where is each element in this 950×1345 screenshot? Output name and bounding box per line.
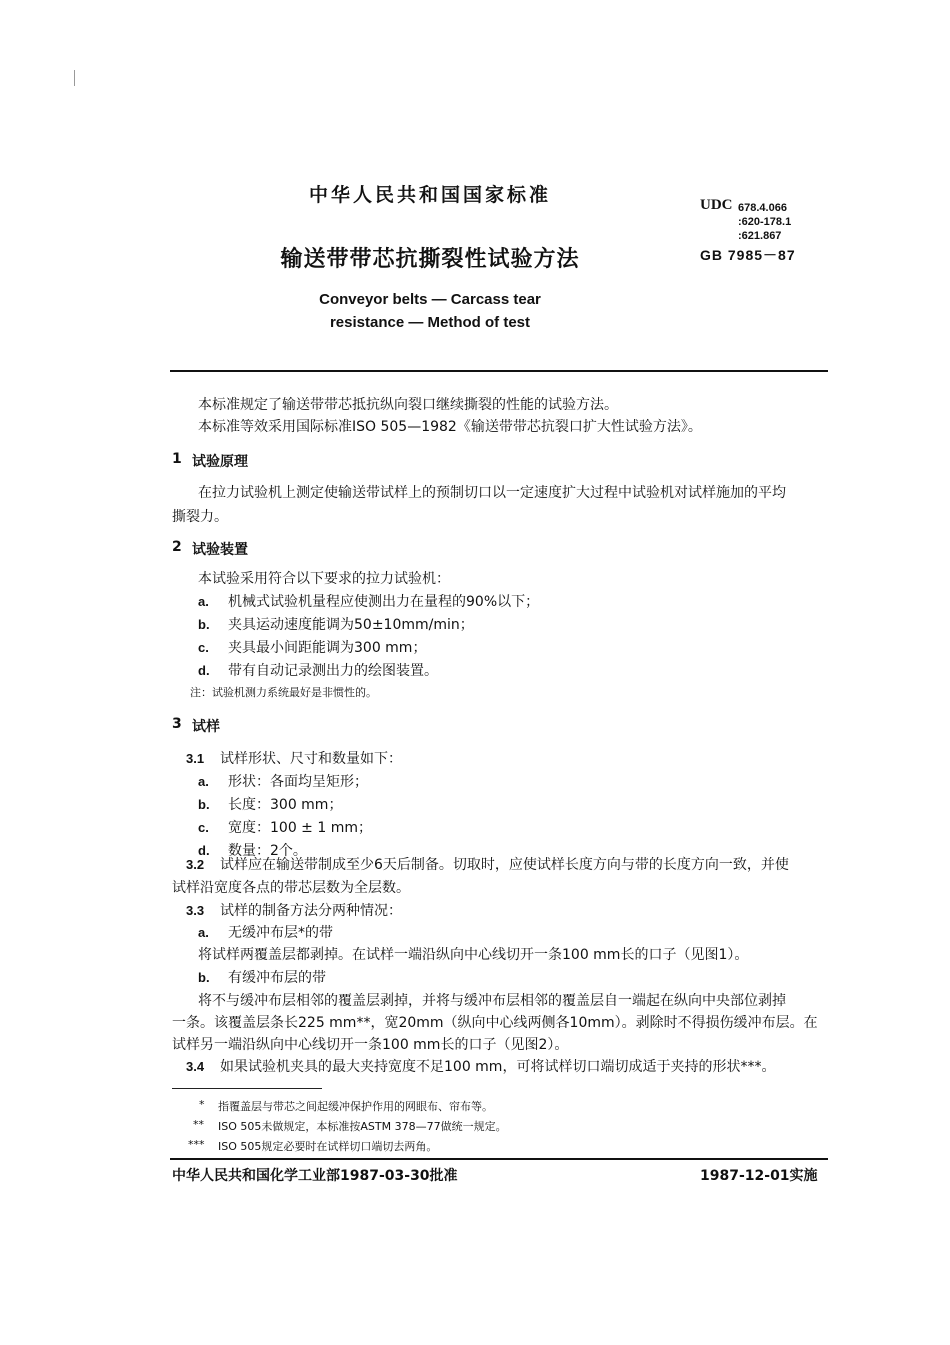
subsection-number: 3.4 xyxy=(186,1059,205,1074)
subsection-number: 3.3 xyxy=(186,903,205,918)
paragraph: 将不与缓冲布层相邻的覆盖层剥掉，并将与缓冲布层相邻的覆盖层自一端起在纵向中央部位剥掉 xyxy=(198,993,786,1009)
subsection-text: 试样形状、尺寸和数量如下： xyxy=(220,751,402,767)
title-en-line2: resistance — Method of test xyxy=(329,314,531,331)
list-item: 夹具运动速度能调为50±10mm/min； xyxy=(228,617,474,633)
list-item: 长度：300 mm； xyxy=(228,797,343,813)
subsection-number: 3.1 xyxy=(186,751,205,766)
list-marker: b. xyxy=(198,797,210,812)
section-2-number: 2 xyxy=(172,539,182,555)
section-3-title: 试样 xyxy=(192,719,220,735)
list-item: 带有自动记录测出力的绘图装置。 xyxy=(228,663,438,679)
effective-date: 1987-12-01实施 xyxy=(700,1168,818,1184)
footnote-text: ISO 505未做规定，本标准按ASTM 378—77做统一规定。 xyxy=(218,1120,507,1133)
list-marker: d. xyxy=(198,843,210,858)
udc-code: :620-178.1 xyxy=(738,216,792,228)
section-1-text: 在拉力试验机上测定使输送带试样上的预制切口以一定速度扩大过程中试验机对试样施加的平均 xyxy=(198,485,786,501)
footnote-text: ISO 505规定必要时在试样切口端切去两角。 xyxy=(218,1140,438,1153)
paragraph: 一条。该覆盖层条长225 mm**，宽20mm（纵向中心线两侧各10mm）。剥除时不得损伤缓冲布层。在 xyxy=(172,1015,818,1031)
section-1-number: 1 xyxy=(172,451,182,467)
list-item: 数量：2个。 xyxy=(228,843,307,859)
udc-label: UDC xyxy=(700,197,733,213)
subsection-text: 试样应在输送带制成至少6天后制备。切取时，应使试样长度方向与带的长度方向一致，并使 xyxy=(220,857,789,873)
footnote-text: 指覆盖层与带芯之间起缓冲保护作用的网眼布、帘布等。 xyxy=(218,1100,493,1113)
list-item: 夹具最小间距能调为300 mm； xyxy=(228,640,427,656)
list-item: 有缓冲布层的带 xyxy=(228,970,326,986)
header-divider xyxy=(170,370,828,372)
footnote-mark: *** xyxy=(188,1138,205,1151)
footer-divider xyxy=(170,1158,828,1160)
page-title-cn: 输送带带芯抗撕裂性试验方法 xyxy=(280,247,580,272)
udc-codes xyxy=(738,201,791,243)
list-marker: b. xyxy=(198,970,210,985)
page-title-en xyxy=(260,288,600,334)
list-item: 机械式试验机量程应使测出力在量程的90%以下； xyxy=(228,594,540,610)
section-2-note: 注：试验机测力系统最好是非惯性的。 xyxy=(190,686,377,699)
section-2-lead: 本试验采用符合以下要求的拉力试验机： xyxy=(198,571,450,587)
subsection-text: 如果试验机夹具的最大夹持宽度不足100 mm，可将试样切口端切成适于夹持的形状***。 xyxy=(220,1059,776,1075)
national-standard-heading: 中华人民共和国国家标准 xyxy=(308,184,551,206)
list-item: 宽度：100 ± 1 mm； xyxy=(228,820,372,836)
section-1-text: 撕裂力。 xyxy=(172,509,228,525)
list-marker: d. xyxy=(198,663,210,678)
footnote-mark: ** xyxy=(193,1118,204,1131)
udc-code: :621.867 xyxy=(738,230,782,242)
gb-number: GB 7985－87 xyxy=(700,247,796,263)
list-item: 无缓冲布层*的带 xyxy=(228,925,333,941)
subsection-number: 3.2 xyxy=(186,857,205,872)
title-en-line1: Conveyor belts — Carcass tear xyxy=(319,291,541,308)
list-marker: c. xyxy=(198,820,209,835)
paragraph: 试样另一端沿纵向中心线切开一条100 mm长的口子（见图2）。 xyxy=(172,1037,569,1053)
footnote-mark: * xyxy=(199,1098,205,1111)
list-marker: b. xyxy=(198,617,210,632)
list-marker: c. xyxy=(198,640,209,655)
udc-code: 678.4.066 xyxy=(738,202,787,214)
section-1-title: 试验原理 xyxy=(192,454,248,470)
paragraph: 将试样两覆盖层都剥掉。在试样一端沿纵向中心线切开一条100 mm长的口子（见图1）。 xyxy=(198,947,749,963)
list-marker: a. xyxy=(198,594,209,609)
list-marker: a. xyxy=(198,925,209,940)
intro-line: 本标准规定了输送带带芯抵抗纵向裂口继续撕裂的性能的试验方法。 xyxy=(198,397,618,413)
list-marker: a. xyxy=(198,774,209,789)
section-2-title: 试验装置 xyxy=(192,542,248,558)
footnote-divider xyxy=(172,1088,322,1089)
margin-mark xyxy=(74,70,75,86)
subsection-text: 试样沿宽度各点的带芯层数为全层数。 xyxy=(172,880,410,896)
approval-line: 中华人民共和国化学工业部1987-03-30批准 xyxy=(172,1168,458,1184)
section-3-number: 3 xyxy=(172,716,182,732)
intro-line: 本标准等效采用国际标准ISO 505—1982《输送带带芯抗裂口扩大性试验方法》。 xyxy=(198,419,702,435)
subsection-text: 试样的制备方法分两种情况： xyxy=(220,903,402,919)
list-item: 形状：各面均呈矩形； xyxy=(228,774,368,790)
